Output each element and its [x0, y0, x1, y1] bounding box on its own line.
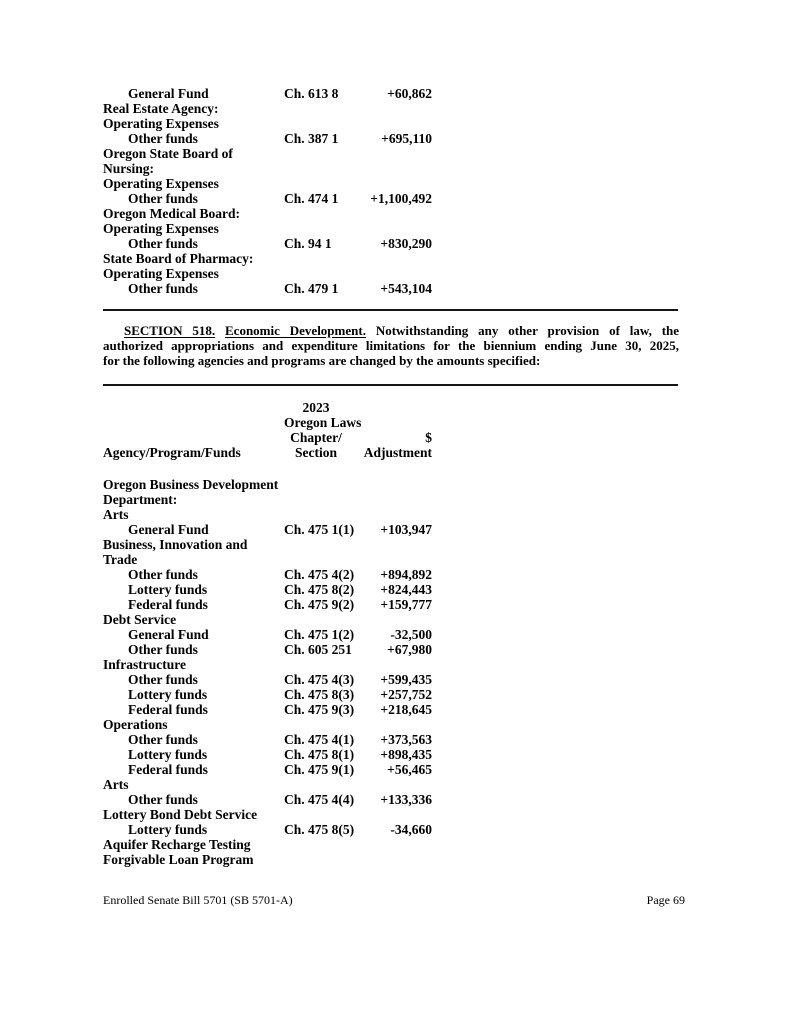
- agency-program-fund-label: Lottery funds: [128, 747, 208, 762]
- table-row: [103, 131, 432, 146]
- adjustment-amount-cell: +257,752: [380, 687, 432, 702]
- adjustment-amount-cell: +103,947: [380, 522, 432, 537]
- section-body-line-1: Notwithstanding any other provision of law, the: [375, 323, 680, 338]
- appropriations-table-body: [103, 477, 432, 867]
- table-row: [103, 552, 432, 567]
- table-row: [103, 717, 432, 732]
- table-row: [103, 627, 432, 642]
- adjustment-amount-cell: +133,336: [380, 792, 432, 807]
- adjustment-amount-cell: +1,100,492: [370, 191, 432, 206]
- agency-program-fund-label: Other funds: [128, 236, 198, 251]
- agency-program-fund-label: Federal funds: [128, 702, 208, 717]
- chapter-section-cell: [284, 101, 348, 116]
- table-row: [103, 582, 432, 597]
- section-518-paragraph: [103, 323, 679, 369]
- table-row: [103, 852, 432, 867]
- agency-program-fund-label: General Fund: [128, 522, 209, 537]
- agency-program-fund-label: Arts: [103, 507, 129, 522]
- appropriations-table-header: [103, 400, 432, 460]
- table-row: [103, 101, 432, 116]
- adjustment-amount-cell: -32,500: [390, 627, 432, 642]
- adjustment-amount-cell: [348, 852, 432, 867]
- header-agency-program-funds: Agency/Program/Funds: [103, 445, 241, 460]
- header-row-laws: [103, 415, 432, 430]
- chapter-section-cell: Ch. 474 1: [284, 191, 339, 206]
- adjustment-amount-cell: [348, 492, 432, 507]
- adjustment-amount-cell: [348, 176, 432, 191]
- agency-program-fund-label: Debt Service: [103, 612, 177, 627]
- chapter-section-cell: [284, 537, 348, 552]
- agency-program-fund-label: Operations: [103, 717, 168, 732]
- adjustment-amount-cell: [348, 101, 432, 116]
- agency-program-fund-label: Other funds: [128, 281, 198, 296]
- agency-program-fund-label: Arts: [103, 777, 129, 792]
- agency-program-fund-label: Federal funds: [128, 762, 208, 777]
- header-chapter: Chapter/: [290, 430, 342, 445]
- chapter-section-cell: Ch. 94 1: [284, 236, 332, 251]
- chapter-section-cell: Ch. 475 8(2): [284, 582, 355, 597]
- section-paragraph-line-3: for the following agencies and programs are changed by the amounts specified:: [103, 353, 541, 369]
- adjustment-amount-cell: [348, 266, 432, 281]
- agency-program-fund-label: Lottery funds: [128, 822, 208, 837]
- chapter-section-cell: Ch. 605 251: [284, 642, 352, 657]
- horizontal-rule-bottom: [103, 384, 678, 386]
- chapter-section-cell: Ch. 475 4(3): [284, 672, 355, 687]
- table-row: [103, 86, 432, 101]
- adjustment-amount-cell: [348, 507, 432, 522]
- agency-program-fund-label: Oregon Business Development: [103, 477, 279, 492]
- agency-program-fund-label: Aquifer Recharge Testing: [103, 837, 251, 852]
- agency-program-fund-label: Nursing:: [103, 161, 155, 176]
- adjustment-amount-cell: [348, 612, 432, 627]
- chapter-section-cell: Ch. 475 4(2): [284, 567, 355, 582]
- chapter-section-cell: Ch. 475 8(1): [284, 747, 355, 762]
- chapter-section-cell: [284, 612, 348, 627]
- agency-program-fund-label: Trade: [103, 552, 138, 567]
- chapter-section-cell: [284, 492, 348, 507]
- adjustment-amount-cell: [348, 251, 432, 266]
- agency-program-fund-label: Other funds: [128, 567, 198, 582]
- header-oregon-laws: Oregon Laws: [284, 415, 362, 430]
- table-row: [103, 221, 432, 236]
- adjustment-amount-cell: [348, 116, 432, 131]
- agency-program-fund-label: Lottery Bond Debt Service: [103, 807, 258, 822]
- agency-program-fund-label: Other funds: [128, 191, 198, 206]
- chapter-section-cell: Ch. 475 8(3): [284, 687, 355, 702]
- adjustment-amount-cell: [348, 717, 432, 732]
- table-row: [103, 176, 432, 191]
- chapter-section-cell: [284, 477, 348, 492]
- header-dollar-sign: $: [425, 430, 432, 445]
- table-row: [103, 116, 432, 131]
- header-year: 2023: [302, 400, 330, 415]
- adjustment-amount-cell: [348, 807, 432, 822]
- adjustment-amount-cell: +67,980: [387, 642, 432, 657]
- chapter-section-cell: Ch. 613 8: [284, 86, 339, 101]
- chapter-section-cell: [284, 657, 348, 672]
- table-row: [103, 281, 432, 296]
- agency-program-fund-label: Infrastructure: [103, 657, 186, 672]
- table-row: [103, 822, 432, 837]
- table-row: [103, 642, 432, 657]
- chapter-section-cell: Ch. 387 1: [284, 131, 339, 146]
- chapter-section-cell: [284, 221, 348, 236]
- agency-program-fund-label: Other funds: [128, 642, 198, 657]
- table-row: [103, 777, 432, 792]
- adjustment-amount-cell: [348, 146, 432, 161]
- adjustment-amount-cell: [348, 537, 432, 552]
- chapter-section-cell: Ch. 475 1(2): [284, 627, 355, 642]
- header-section: Section: [295, 445, 337, 460]
- agency-program-fund-label: Real Estate Agency:: [103, 101, 219, 116]
- agency-program-fund-label: Federal funds: [128, 597, 208, 612]
- agency-program-fund-label: State Board of Pharmacy:: [103, 251, 254, 266]
- table-row: [103, 251, 432, 266]
- table-row: [103, 747, 432, 762]
- adjustment-amount-cell: [348, 477, 432, 492]
- chapter-section-cell: [284, 206, 348, 221]
- table-row: [103, 597, 432, 612]
- adjustment-amount-cell: +599,435: [380, 672, 432, 687]
- table-row: [103, 687, 432, 702]
- table-row: [103, 146, 432, 161]
- adjustment-amount-cell: [348, 161, 432, 176]
- header-row-columns: [103, 445, 432, 460]
- adjustment-amount-cell: [348, 552, 432, 567]
- adjustment-amount-cell: +824,443: [380, 582, 432, 597]
- agency-program-fund-label: Lottery funds: [128, 687, 208, 702]
- agency-program-fund-label: Operating Expenses: [103, 116, 219, 131]
- header-adjustment: Adjustment: [363, 445, 432, 460]
- adjustment-amount-cell: +159,777: [380, 597, 432, 612]
- chapter-section-cell: [284, 116, 348, 131]
- adjustment-amount-cell: [348, 206, 432, 221]
- table-row: [103, 161, 432, 176]
- footer-bill-title: Enrolled Senate Bill 5701 (SB 5701-A): [103, 893, 293, 907]
- adjustment-amount-cell: -34,660: [390, 822, 432, 837]
- header-row-chapter-dollar: [103, 430, 432, 445]
- adjustment-amount-cell: +60,862: [387, 86, 432, 101]
- table-row: [103, 507, 432, 522]
- table-row: [103, 206, 432, 221]
- agency-program-fund-label: Lottery funds: [128, 582, 208, 597]
- chapter-section-cell: [284, 176, 348, 191]
- header-row-year: [103, 400, 432, 415]
- adjustment-amount-cell: [348, 657, 432, 672]
- table-row: [103, 492, 432, 507]
- chapter-section-cell: [284, 837, 348, 852]
- chapter-section-cell: [284, 251, 348, 266]
- table-row: [103, 567, 432, 582]
- adjustment-amount-cell: +830,290: [380, 236, 432, 251]
- table-row: [103, 266, 432, 281]
- agency-program-fund-label: Operating Expenses: [103, 266, 219, 281]
- table-row: [103, 236, 432, 251]
- adjustment-amount-cell: +543,104: [380, 281, 432, 296]
- adjustment-amount-cell: +695,110: [381, 131, 432, 146]
- chapter-section-cell: [284, 146, 348, 161]
- prior-section-appropriations-table: [103, 86, 432, 296]
- table-row: [103, 537, 432, 552]
- table-row: [103, 732, 432, 747]
- adjustment-amount-cell: [348, 221, 432, 236]
- chapter-section-cell: [284, 717, 348, 732]
- section-number: SECTION 518.: [124, 323, 216, 338]
- table-row: [103, 657, 432, 672]
- adjustment-amount-cell: +894,892: [380, 567, 432, 582]
- page-footer: [103, 893, 685, 908]
- table-row: [103, 702, 432, 717]
- chapter-section-cell: [284, 266, 348, 281]
- chapter-section-cell: Ch. 479 1: [284, 281, 339, 296]
- table-row: [103, 672, 432, 687]
- horizontal-rule-top: [103, 309, 678, 311]
- agency-program-fund-label: General Fund: [128, 86, 209, 101]
- agency-program-fund-label: Department:: [103, 492, 178, 507]
- chapter-section-cell: Ch. 475 8(5): [284, 822, 355, 837]
- chapter-section-cell: Ch. 475 9(3): [284, 702, 355, 717]
- agency-program-fund-label: Oregon Medical Board:: [103, 206, 240, 221]
- table-row: [103, 612, 432, 627]
- agency-program-fund-label: General Fund: [128, 627, 209, 642]
- chapter-section-cell: [284, 777, 348, 792]
- chapter-section-cell: [284, 161, 348, 176]
- adjustment-amount-cell: +373,563: [380, 732, 432, 747]
- chapter-section-cell: Ch. 475 9(2): [284, 597, 355, 612]
- table-row: [103, 191, 432, 206]
- chapter-section-cell: Ch. 475 4(4): [284, 792, 355, 807]
- agency-program-fund-label: Oregon State Board of: [103, 146, 233, 161]
- chapter-section-cell: [284, 507, 348, 522]
- table-row: [103, 807, 432, 822]
- chapter-section-cell: [284, 852, 348, 867]
- section-paragraph-line-2: authorized appropriations and expenditure limitations for the biennium ending June 30, 2025,: [103, 338, 679, 354]
- chapter-section-cell: [284, 807, 348, 822]
- table-row: [103, 522, 432, 537]
- agency-program-fund-label: Other funds: [128, 672, 198, 687]
- table-row: [103, 792, 432, 807]
- agency-program-fund-label: Business, Innovation and: [103, 537, 248, 552]
- table-row: [103, 762, 432, 777]
- adjustment-amount-cell: +898,435: [380, 747, 432, 762]
- table-row: [103, 477, 432, 492]
- chapter-section-cell: [284, 552, 348, 567]
- section-paragraph-line-1: [103, 323, 679, 338]
- agency-program-fund-label: Operating Expenses: [103, 176, 219, 191]
- chapter-section-cell: Ch. 475 9(1): [284, 762, 355, 777]
- adjustment-amount-cell: +56,465: [387, 762, 432, 777]
- agency-program-fund-label: Other funds: [128, 792, 198, 807]
- table-row: [103, 837, 432, 852]
- adjustment-amount-cell: +218,645: [380, 702, 432, 717]
- agency-program-fund-label: Other funds: [128, 131, 198, 146]
- adjustment-amount-cell: [348, 837, 432, 852]
- agency-program-fund-label: Forgivable Loan Program: [103, 852, 254, 867]
- chapter-section-cell: Ch. 475 1(1): [284, 522, 355, 537]
- section-title: Economic Development.: [225, 323, 366, 338]
- adjustment-amount-cell: [348, 777, 432, 792]
- chapter-section-cell: Ch. 475 4(1): [284, 732, 355, 747]
- footer-page-number: Page 69: [646, 893, 685, 907]
- agency-program-fund-label: Operating Expenses: [103, 221, 219, 236]
- agency-program-fund-label: Other funds: [128, 732, 198, 747]
